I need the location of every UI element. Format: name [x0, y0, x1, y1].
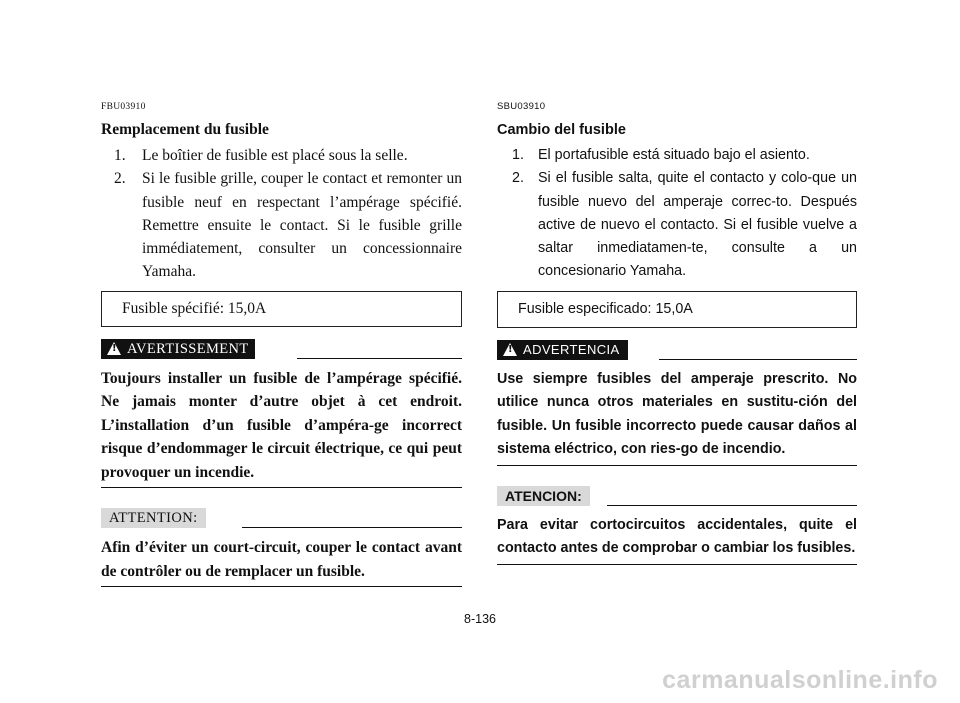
section-heading: Remplacement du fusible: [101, 121, 269, 138]
step-number: 1.: [512, 147, 524, 163]
french-column: [101, 100, 462, 587]
warning-header: [101, 339, 462, 361]
list-item: [497, 144, 857, 167]
list-item: [497, 167, 857, 283]
warning-badge: [101, 339, 255, 359]
steps-list: [101, 144, 462, 284]
step-text: El portafusible está situado bajo el asiento.: [538, 147, 810, 163]
section-code: FBU03910: [101, 102, 146, 112]
caution-header: [497, 486, 857, 508]
warning-label: AVERTISSEMENT: [127, 340, 249, 357]
spec-box: Fusible especificado: 15,0A: [497, 291, 857, 328]
warning-badge: [497, 340, 628, 360]
step-text: Si el fusible salta, quite el contacto y colo-que un fusible nuevo del amperaje correc-to. Después active de nuevo el contacto. Si el fusible vuelve a saltar inmediatamen-te, consulte a un concesionario Yamaha.: [538, 170, 857, 280]
step-number: 2.: [114, 170, 126, 188]
caution-label: ATTENTION:: [101, 508, 206, 528]
divider: [297, 358, 462, 359]
step-number: 2.: [512, 170, 524, 187]
warning-text: Toujours installer un fusible de l’ampérage spécifié. Ne jamais monter d’autre objet à cet endroit. L’installation d’un fusible d’ampéra-ge incorrect risque d’endommager le circuit électrique, ce qui peut provoquer un incendie.: [101, 369, 462, 481]
step-text: Si le fusible grille, couper le contact et remonter un fusible neuf en respectant l’ampérage spécifié. Remettre ensuite le contact. Si le fusible grille immédiatement, consulter un concessionnaire Yamaha.: [142, 170, 462, 281]
spec-box: Fusible spécifié: 15,0A: [101, 291, 462, 327]
warning-triangle-icon: [503, 343, 517, 356]
page-number: 8-136: [464, 612, 496, 626]
caution-text: Para evitar cortocircuitos accidentales, quite el contacto antes de comprobar o cambiar los fusibles.: [497, 516, 857, 557]
divider: [101, 487, 462, 488]
warning-label: ADVERTENCIA: [523, 341, 620, 357]
divider: [659, 359, 857, 360]
list-item: [101, 144, 462, 167]
section-heading: Cambio del fusible: [497, 122, 626, 138]
caution-text: Afin d’éviter un court-circuit, couper le contact avant de contrôler ou de remplacer un fusible.: [101, 539, 462, 580]
divider: [242, 527, 462, 528]
divider: [497, 465, 857, 466]
spanish-column: [497, 100, 857, 565]
watermark: carmanualsonline.info: [662, 666, 938, 694]
warning-header: [497, 340, 857, 362]
section-code: SBU03910: [497, 101, 546, 112]
steps-list: [497, 144, 857, 284]
step-text: Le boîtier de fusible est placé sous la selle.: [142, 147, 408, 164]
divider: [607, 505, 857, 506]
divider: [101, 586, 462, 587]
step-number: 1.: [114, 147, 126, 164]
caution-header: [101, 508, 462, 530]
list-item: [101, 167, 462, 283]
warning-text: Use siempre fusibles del amperaje prescrito. No utilice nunca otros materiales en sustitu-ción del fusible. Un fusible incorrecto puede causar daños al sistema eléctrico, con ries-go de incendio.: [497, 370, 857, 458]
warning-triangle-icon: [107, 342, 121, 355]
divider: [497, 564, 857, 565]
caution-label: ATENCION:: [497, 486, 590, 506]
